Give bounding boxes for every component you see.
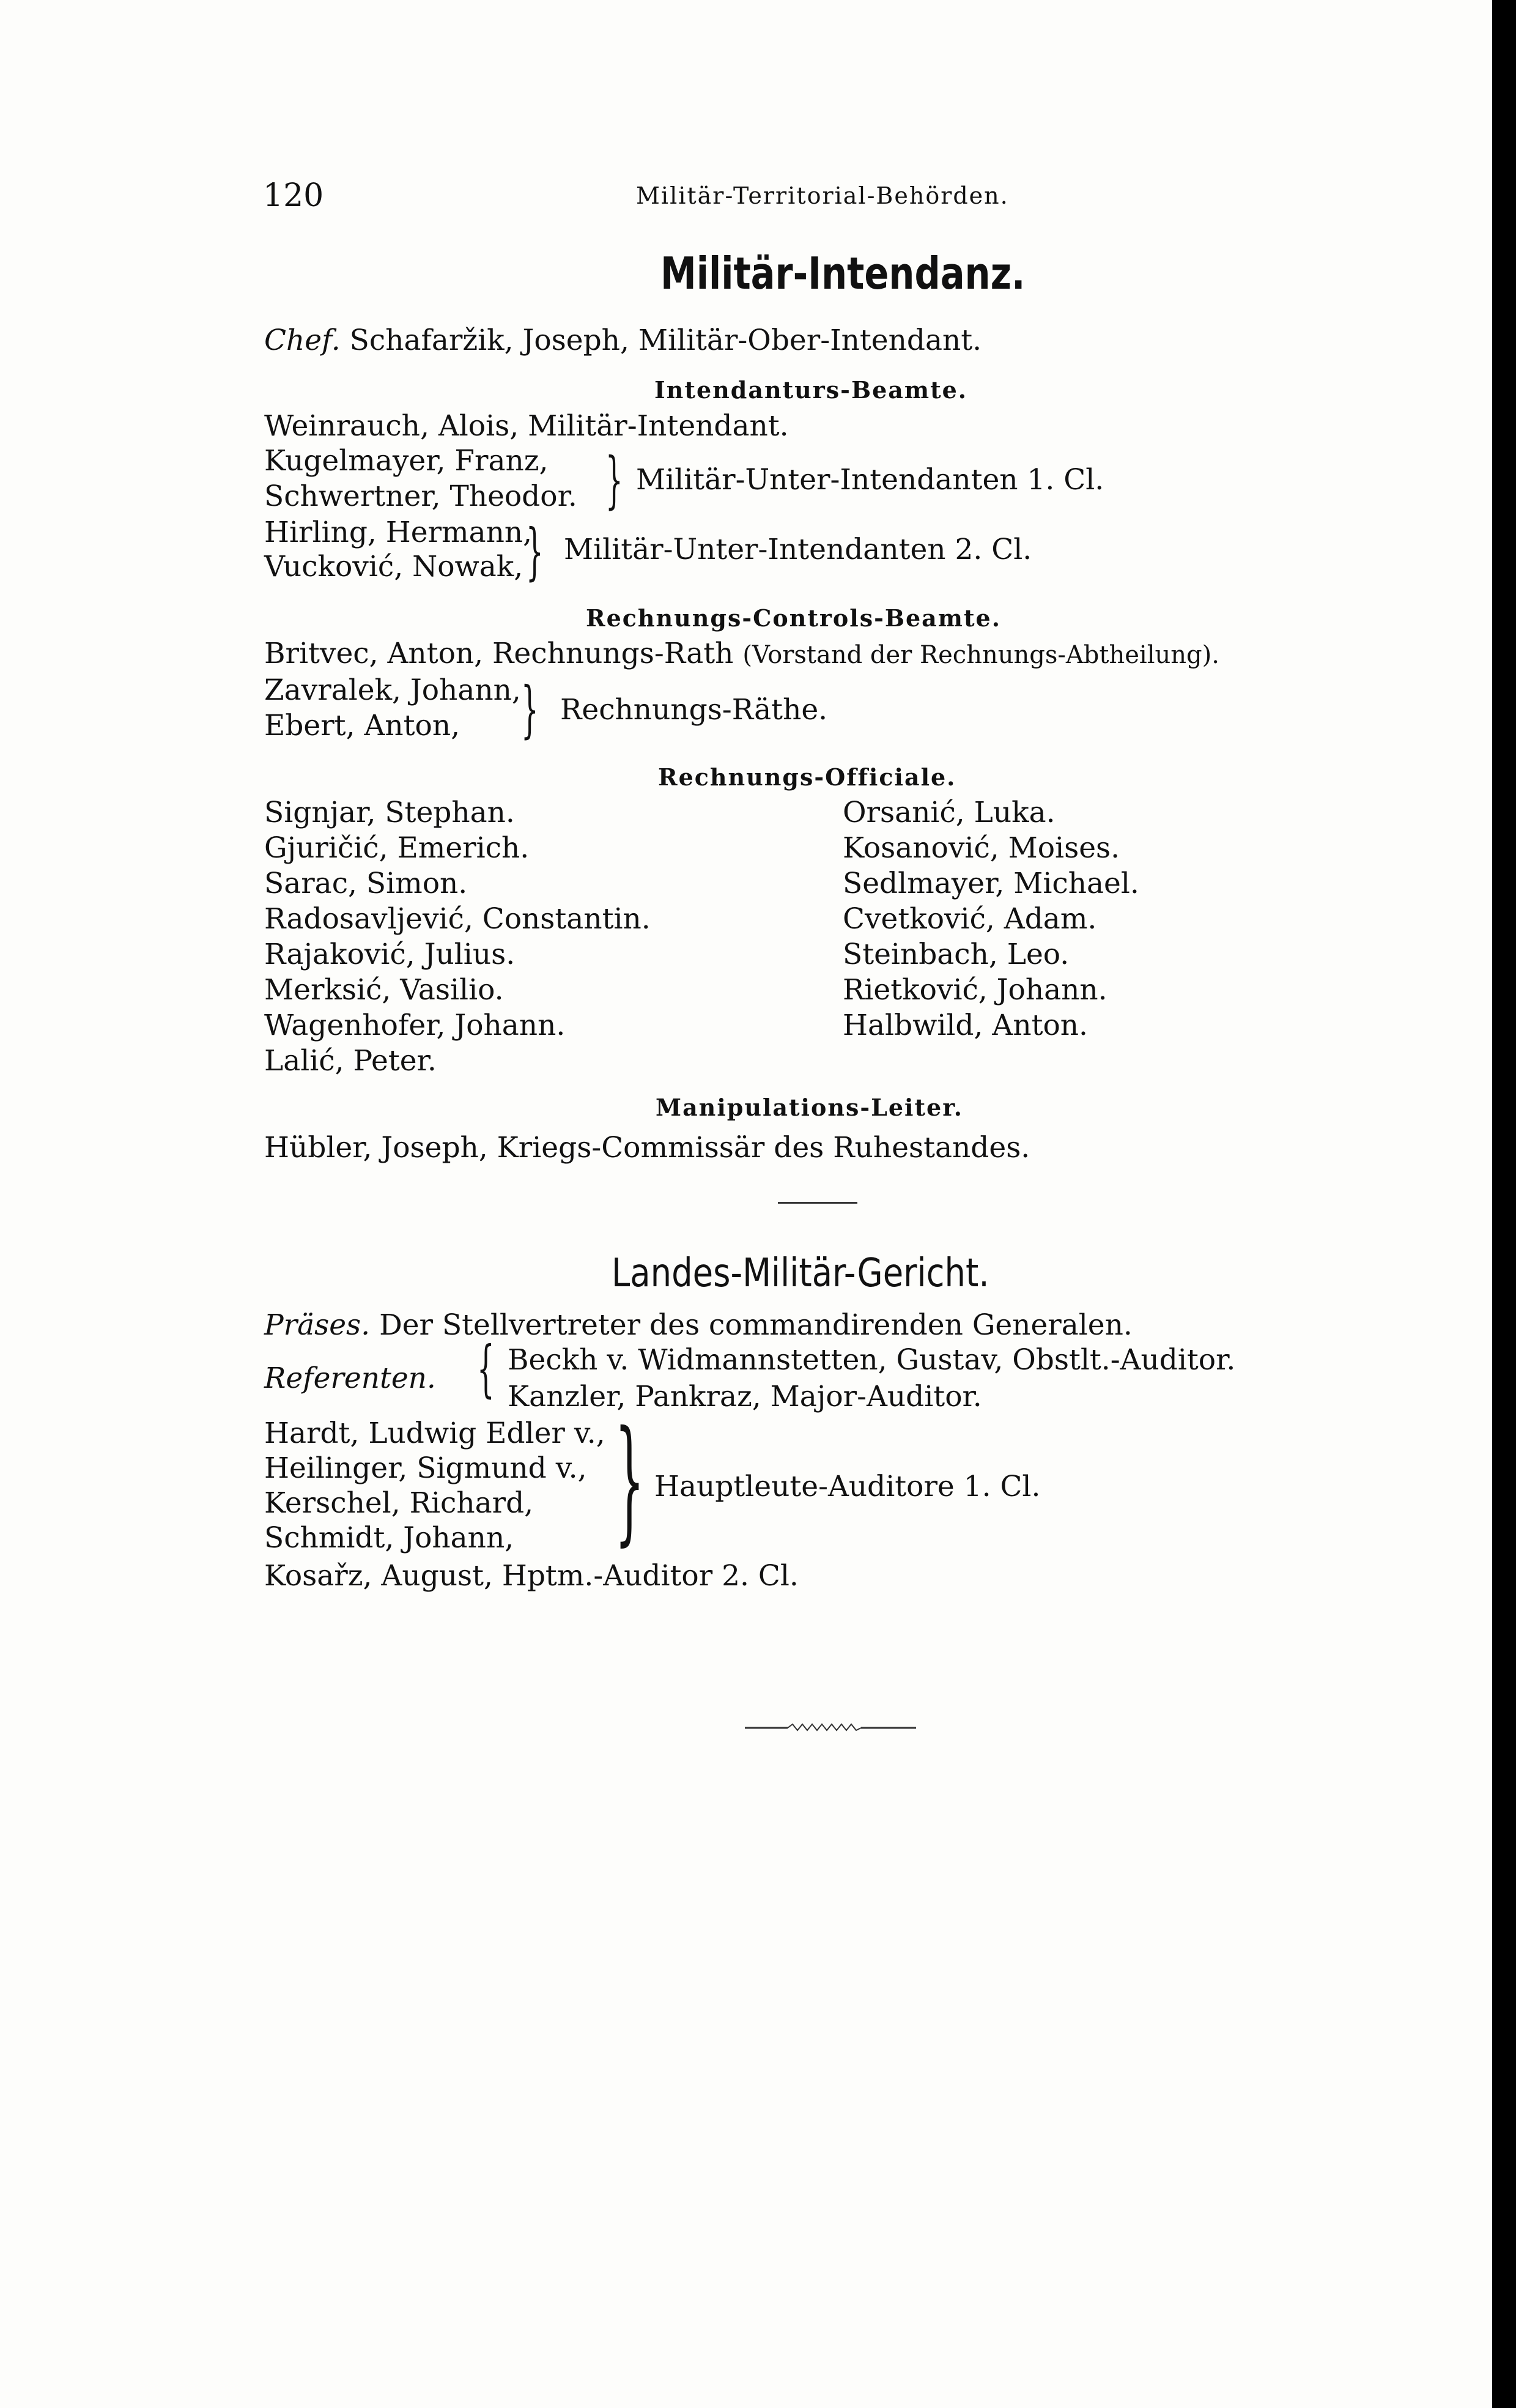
chef-text: Schafaržik, Joseph, Militär-Ober-Intendant. <box>349 324 982 357</box>
officiale-right-1: Orsanić, Luka. <box>843 796 1056 829</box>
group3-name-1: Zavralek, Johann, <box>264 673 521 707</box>
heading-intendanturs-beamte: Intendanturs-Beamte. <box>654 376 968 404</box>
officiale-right-6: Rietković, Johann. <box>843 973 1107 1007</box>
end-ornament <box>745 1722 916 1734</box>
group3-role: Rechnungs-Räthe. <box>560 693 828 727</box>
officiale-right-column <box>843 795 1139 1043</box>
britvec-note: (Vorstand der Rechnungs-Abtheilung). <box>742 641 1219 669</box>
officiale-right-3: Sedlmayer, Michael. <box>843 867 1139 900</box>
group4-name-4: Schmidt, Johann, <box>264 1521 514 1555</box>
officiale-left-8: Lalić, Peter. <box>264 1044 437 1078</box>
group4-name-2: Heilinger, Sigmund v., <box>264 1451 587 1485</box>
officiale-left-7: Wagenhofer, Johann. <box>264 1009 566 1042</box>
chef-line <box>264 323 982 358</box>
referent-2: Kanzler, Pankraz, Major-Auditor. <box>508 1380 982 1413</box>
officiale-left-3: Sarac, Simon. <box>264 867 468 900</box>
officiale-left-1: Signjar, Stephan. <box>264 796 515 829</box>
officiale-left-4: Radosavljević, Constantin. <box>264 902 651 936</box>
officiale-right-5: Steinbach, Leo. <box>843 938 1070 971</box>
kosarz-line: Kosařz, August, Hptm.-Auditor 2. Cl. <box>264 1559 799 1593</box>
page-number: 120 <box>263 177 324 214</box>
group3-brace: } <box>521 673 539 745</box>
britvec-text: Britvec, Anton, Rechnungs-Rath <box>264 637 734 670</box>
officiale-left-6: Merksić, Vasilio. <box>264 973 504 1007</box>
officiale-right-7: Halbwild, Anton. <box>843 1009 1088 1042</box>
group2-brace: } <box>526 516 544 587</box>
group2-name-2: Vucković, Nowak, <box>264 550 523 583</box>
group2-role: Militär-Unter-Intendanten 2. Cl. <box>564 533 1032 566</box>
group1-brace: } <box>605 444 623 516</box>
group1-name-2: Schwertner, Theodor. <box>264 480 577 513</box>
heading-rechnungs-controls-beamte: Rechnungs-Controls-Beamte. <box>586 604 1001 632</box>
officiale-left-5: Rajaković, Julius. <box>264 938 516 971</box>
group4-role: Hauptleute-Auditore 1. Cl. <box>654 1470 1041 1503</box>
weinrauch-line: Weinrauch, Alois, Militär-Intendant. <box>264 409 789 443</box>
heading-rechnungs-officiale: Rechnungs-Officiale. <box>658 763 956 791</box>
group4-brace: } <box>615 1402 645 1558</box>
group3-name-2: Ebert, Anton, <box>264 709 460 743</box>
running-title: Militär-Territorial-Behörden. <box>636 182 1009 209</box>
praeses-line <box>264 1308 1133 1343</box>
britvec-line <box>264 636 1219 673</box>
section-title-gericht: Landes-Militär-Gericht. <box>612 1251 989 1296</box>
group2-name-1: Hirling, Hermann, <box>264 516 533 549</box>
section-divider <box>778 1202 857 1204</box>
praeses-text: Der Stellvertreter des commandirenden Generalen. <box>379 1308 1133 1342</box>
chef-label: Chef. <box>264 324 341 357</box>
huebler-line: Hübler, Joseph, Kriegs-Commissär des Ruhestandes. <box>264 1131 1030 1165</box>
group4-name-3: Kerschel, Richard, <box>264 1486 534 1520</box>
referenten-label: Referenten. <box>264 1361 436 1395</box>
officiale-right-2: Kosanović, Moises. <box>843 831 1120 865</box>
praeses-label: Präses. <box>264 1308 371 1342</box>
referent-1: Beckh v. Widmannstetten, Gustav, Obstlt.-Auditor. <box>508 1343 1236 1377</box>
referenten-brace: { <box>477 1333 495 1404</box>
section-title-intendanz: Militär-Intendanz. <box>660 248 1026 299</box>
group4-name-1: Hardt, Ludwig Edler v., <box>264 1417 605 1450</box>
group1-role: Militär-Unter-Intendanten 1. Cl. <box>636 463 1104 497</box>
officiale-right-4: Cvetković, Adam. <box>843 902 1097 936</box>
heading-manipulations-leiter: Manipulations-Leiter. <box>656 1094 963 1121</box>
officiale-left-2: Gjuričić, Emerich. <box>264 831 530 865</box>
group1-name-1: Kugelmayer, Franz, <box>264 444 549 478</box>
officiale-left-column <box>264 795 651 1079</box>
